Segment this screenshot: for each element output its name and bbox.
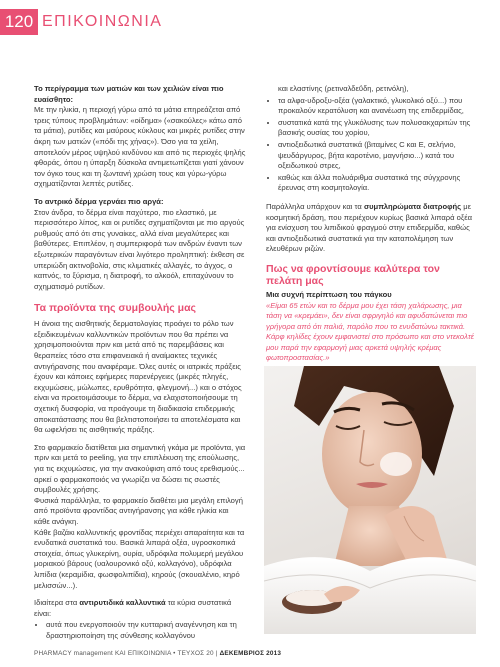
case-heading: Μια συχνή περίπτωση του πάγκου [266, 289, 392, 299]
male-skin-paragraph: Στον άνδρα, το δέρμα είναι παχύτερο, πιο ελαστικό, με περισσότερο λίπος, και οι ρυτίδες σχηματίζονται με πιο αργούς ρυθμούς από ότι στις γυναίκες, αλλά είναι μεγαλύτερες και βαθύτερες. Επιπλέον, η συμπεριφορά των ανδρών έναντι των εξωτερικών παραγόντων είναι λιγότερο προληπτική: έκθεση σε υπεριώδη ακτινοβολία, στις κλιματικές αλλαγές, το άγχος, ο καπνός, το ξύρισμα, η διατροφή, το αλκοόλ, επιταχύνουν το σχηματισμό ρυτίδων. [34, 207, 245, 291]
customer-quote: «Είμαι 65 ετών και το δέρμα μου έχει τάση χαλάρωσης, μια τάση να «κρεμάει», δεν είναι σφριγηλό και αφυδατώνεται πιο γρήγορα από ότι παλιά, παρόλο που το ενυδατώνω τακτικά. Κάρφ κηλίδες έχουν εμφανιστεί στο πρόσωπο και στο ντεκολτέ μου παρά την εφαρμογή μιας αρκετά υψηλής κρέμας φωτοπροστασίας.» [266, 300, 475, 363]
section-title: ΕΠΙΚΟΙΝΩΝΙΑ [42, 13, 163, 30]
left-column [34, 84, 246, 643]
list-item: • συστατικά κατά της γλυκόλυσης των πολυσακχαριτών της βασικής ουσίας του χορίου, [278, 118, 476, 139]
male-skin-heading: Το αντρικό δέρμα γερνάει πιο αργά: [34, 196, 164, 206]
page-number: 120 [0, 9, 38, 35]
pharmacy-paragraph: Στο φαρμακείο διατίθεται μια σημαντική γκάμα με προϊόντα, για πριν και μετά το peeling, για την επιπλέκυση της επούλωσης, για τις εκχυμώσεις, για την ανακούφιση από τους ερεθισμούς... αρκεί ο φαρμακοποιός να γνωρίζει να δώσει τις σωστές συμβουλές χρήσης. [34, 442, 246, 495]
ingredient-list [266, 96, 476, 194]
ingredient-list-start [34, 620, 246, 641]
antiwrinkle-intro: Ιδιαίτερα στα αντιρυτιδικά καλλυντικά τα κύρια συστατικά είναι: [34, 598, 232, 618]
list-continuation: και ελαστίνης (ρετιναλδεΰδη, ρετινόλη), [278, 84, 409, 93]
page-footer: PHARMACY management ΚΑΙ ΕΠΙΚΟΙΝΩΝΙΑ • ΤΕΥΧΟΣ 20 | ΔΕΚΕΜΒΡΙΟΣ 2013 [34, 650, 282, 657]
customer-care-heading: Πως να φροντίσουμε καλύτερα τον πελάτη μας [266, 262, 440, 287]
products-paragraph: Η άνοια της αισθητικής δερματολογίας προάγει το ρόλο των εξειδικευμένων καλλυντικών προϊόντων που θα πρέπει να χρησιμοποιούνται πριν και μετά από τις παρεμβάσεις και θεραπείες τόσο στα επιφανειακά ή αναίμακτες τεχνικές αντιγήρανσης που αναφέραμε. Όλες αυτές οι ιατρικές πράξεις έχουν και κάποιες εφήμερες παρενέργειες (μικρές πληγές, εκχυμώσεις, μώλωπες, ερυθρότητα, φλεγμονή...) και ο στόχος είναι να προετοιμάσουμε το δέρμα, να ελαχιστοποιήσουμε τη σχετική δυσφορία, να προάγουμε τη διαδικασία επιδερμικής αποκατάστασης που θα βελτιστοποιήσει τα αποτελέσματα και θα ωφελήσει τις αισθητικής πράξης. [34, 319, 242, 435]
pharmacy-choice-paragraph: Φυσικά παράλληλα, το φαρμακείο διαθέτει μια μεγάλη επιλογή από προϊόντα φροντίδας αντιγήρανσης για κάθε ηλικία και κάθε ανάγκη. [34, 495, 243, 526]
supplements-paragraph: Παράλληλα υπάρχουν και τα συμπληρώματα διατροφής με κοσμητική δράση, που περιέχουν κυρίως βασικά λιπαρά οξέα για ενίσχυση του λιπιδικού φραγμού στην επιδερμίδα, καθώς και αντιοξειδωτικά συστατικά για την καταπολέμηση των ελευθέρων ριζών. [266, 201, 473, 254]
hydration-paragraph: Κάθε βαζάκι καλλυντικής φροντίδας περιέχει απαραίτητα και τα ενυδατικά συστατικά του. Βασικά λιπαρά οξέα, υγροσκοπικά στοιχεία, όπως γλυκερίνη, ουρία, υδρόφιλα πολυμερή μεγάλου μοριακού βάρους (υαλουρονικό οξύ, κολλαγόνο), υδρόφιλα λιπίδια (κεραμίδια, φωσφολιπίδια), κηρούς (σκουαλένιο, κηρό μελισσών...). [34, 527, 245, 590]
right-column [266, 84, 476, 370]
eye-lips-heading: Το περίγραμμα των ματιών και των χειλιών είναι πιο ευαίσθητο: [34, 84, 224, 104]
cream-patch [380, 452, 412, 476]
eye-lips-paragraph: Με την ηλικία, η περιοχή γύρω από τα μάτια επηρεάζεται από τρεις τύπους προβλημάτων: «οίδημα» («σακούλες» κάτω από τα μάτια), ρυτίδες και μαύρους κύκλους και μικρές ρυτίδες στην άκρη των ματιών («πόδι της χήνας»). Όσο για τα χείλη, αποτελούν μέρος υψηλού κινδύνου και από τις περιοχές ψηλής φθοράς, όπου η ύπαρξη δύσκολα αντιμετωπίζεται γιατί χάνουν τον όγκο τους και τη ζωντανή χρώση τους και γύρω-γύρω σχηματίζονται λεπτές ρυτίδες. [34, 105, 246, 189]
list-item: • τα αλφα-υδροξυ-οξέα (γαλακτικό, γλυκολικό οξύ...) που προκαλούν κερατόλυση και ανανέωση της επιδερμίδας, [278, 96, 476, 117]
products-heading: Τα προϊόντα της συμβουλής μας [34, 302, 196, 315]
photo-illustration [264, 366, 476, 634]
list-item: • αντιοξειδωτικά συστατικά (βιταμίνες C και E, σελήνιο, ψευδάργυρος, βήτα καροτένιο, μαγνήσιο...) κατά του οξειδωτικού στρες, [278, 140, 476, 172]
list-item: • αυτά που ενεργοποιούν την κυτταρική αναγέννηση και τη δραστηριοποίηση της σύνθεσης κολλαγόνου [46, 620, 246, 641]
list-item: • καθώς και άλλα πολυάριθμα συστατικά της σύγχρονης έρευνας στη κοσμητολογία. [278, 173, 476, 194]
woman-applying-cream-photo [264, 366, 476, 634]
